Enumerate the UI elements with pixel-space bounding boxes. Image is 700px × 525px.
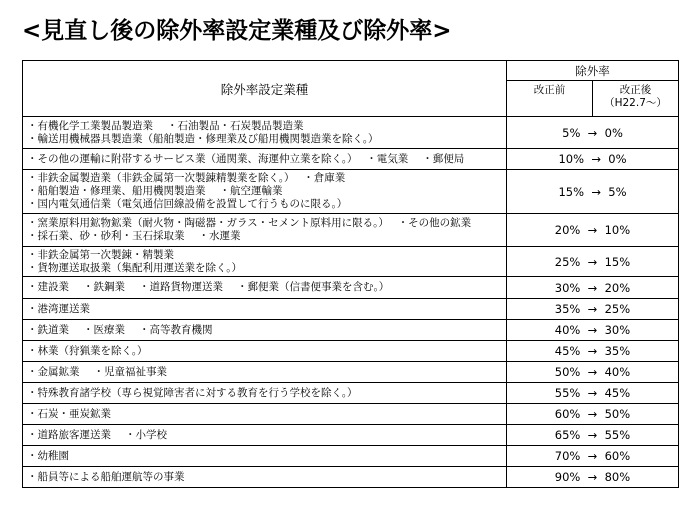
category-cell xyxy=(23,467,507,488)
industry-item: ・その他の運輸に附帯するサービス業（通関業、海運仲立業を除く。） xyxy=(27,152,353,165)
industry-item: ・道路貨物運送業 xyxy=(139,281,223,294)
industry-item: ・電気業 xyxy=(366,152,409,165)
rate-change-cell: 25% → 15% xyxy=(507,247,679,277)
industry-item: ・高等教育機関 xyxy=(139,323,213,336)
industry-item: ・貨物運送取扱業（集配利用運送業を除く。） xyxy=(27,261,243,274)
table-row xyxy=(23,277,679,299)
industry-item: ・鉄鋼業 xyxy=(83,281,125,294)
header-after xyxy=(593,81,679,117)
header-before: 改正前 xyxy=(507,81,593,117)
table-row xyxy=(23,149,679,170)
table-row xyxy=(23,117,679,149)
table-row xyxy=(23,383,679,404)
rate-change-cell: 5% → 0% xyxy=(507,117,679,149)
table-row xyxy=(23,320,679,341)
industry-item: ・道路旅客運送業 xyxy=(27,428,111,441)
table-row xyxy=(23,341,679,362)
category-line xyxy=(27,172,502,185)
category-cell xyxy=(23,149,507,170)
rate-change-cell: 45% → 35% xyxy=(507,341,679,362)
industry-item: ・児童福祉事業 xyxy=(93,365,167,378)
category-cell xyxy=(23,446,507,467)
category-line xyxy=(27,429,502,442)
industry-item: ・船舶製造・修理業、船用機関製造業 xyxy=(27,185,206,198)
table-row xyxy=(23,404,679,425)
industry-item: ・採石業、砂・砂利・玉石採取業 xyxy=(27,230,185,242)
header-category: 除外率設定業種 xyxy=(23,61,507,117)
industry-item: ・建設業 xyxy=(27,281,69,294)
table-row xyxy=(23,299,679,320)
category-cell xyxy=(23,299,507,320)
industry-item: ・窯業原料用鉱物鉱業（耐火物・陶磁器・ガラス・セメント原料用に限る。） xyxy=(27,217,384,230)
rate-change-cell: 10% → 0% xyxy=(507,149,679,170)
table-row xyxy=(23,446,679,467)
rate-change-cell: 70% → 60% xyxy=(507,446,679,467)
category-cell xyxy=(23,404,507,425)
rate-change-cell: 65% → 55% xyxy=(507,425,679,446)
industry-item: ・輸送用機械器具製造業（船舶製造・修理業及び船用機関製造業を除く。） xyxy=(27,132,379,145)
industry-item: ・航空運輸業 xyxy=(219,185,283,198)
rate-change-cell: 60% → 50% xyxy=(507,404,679,425)
category-cell xyxy=(23,341,507,362)
rate-change-cell: 20% → 10% xyxy=(507,214,679,247)
category-cell xyxy=(23,425,507,446)
category-line xyxy=(27,366,502,379)
rate-change-cell: 50% → 40% xyxy=(507,362,679,383)
category-line xyxy=(27,153,502,166)
industry-item: ・水運業 xyxy=(198,230,241,242)
rate-change-cell: 35% → 25% xyxy=(507,299,679,320)
industry-item: ・非鉄金属第一次製錬・精製業 xyxy=(27,248,174,261)
category-line xyxy=(27,345,502,358)
rate-change-cell: 55% → 45% xyxy=(507,383,679,404)
industry-item: ・郵便局 xyxy=(422,152,465,165)
industry-item: ・船員等による船舶運航等の事業 xyxy=(27,470,185,483)
table-row xyxy=(23,170,679,214)
industry-item: ・幼稚園 xyxy=(27,449,69,462)
header-after-label: 改正後 xyxy=(619,84,652,96)
table-row xyxy=(23,425,679,446)
category-line xyxy=(27,303,502,316)
table-row xyxy=(23,362,679,383)
category-line xyxy=(27,198,502,211)
industry-item: ・特殊教育諸学校（専ら視覚障害者に対する教育を行う学校を除く。） xyxy=(27,386,358,399)
category-line xyxy=(27,217,502,230)
industry-item: ・有機化学工業製品製造業 xyxy=(27,119,153,132)
category-cell xyxy=(23,383,507,404)
rate-change-cell: 40% → 30% xyxy=(507,320,679,341)
category-line xyxy=(27,120,502,133)
page-title: <見直し後の除外率設定業種及び除外率> xyxy=(22,18,452,44)
industry-item: ・石炭・亜炭鉱業 xyxy=(27,407,111,420)
category-line xyxy=(27,133,502,146)
category-cell xyxy=(23,320,507,341)
category-cell xyxy=(23,247,507,277)
category-line xyxy=(27,387,502,400)
industry-item: ・その他の鉱業 xyxy=(397,217,472,230)
category-line xyxy=(27,281,502,294)
exclusion-rate-table xyxy=(22,60,679,488)
category-line xyxy=(27,249,502,262)
category-line xyxy=(27,471,502,484)
table-row xyxy=(23,467,679,488)
header-rate-group: 除外率 xyxy=(507,61,679,81)
category-line xyxy=(27,450,502,463)
header-after-date: （H22.7～） xyxy=(604,97,667,109)
category-cell xyxy=(23,117,507,149)
industry-item: ・小学校 xyxy=(125,428,167,441)
industry-item: ・港湾運送業 xyxy=(27,302,90,315)
industry-item: ・石油製品・石炭製品製造業 xyxy=(167,119,304,132)
rate-change-cell: 15% → 5% xyxy=(507,170,679,214)
category-cell xyxy=(23,362,507,383)
category-line xyxy=(27,185,502,198)
industry-item: ・医療業 xyxy=(83,323,125,336)
industry-item: ・倉庫業 xyxy=(303,172,346,185)
industry-item: ・林業（狩猟業を除く。） xyxy=(27,344,148,357)
category-line xyxy=(27,262,502,275)
rate-change-cell: 30% → 20% xyxy=(507,277,679,299)
industry-item: ・非鉄金属製造業（非鉄金属第一次製錬精製業を除く。） xyxy=(27,172,290,185)
category-line xyxy=(27,230,502,243)
table-row xyxy=(23,247,679,277)
industry-item: ・鉄道業 xyxy=(27,323,69,336)
category-cell xyxy=(23,277,507,299)
industry-item: ・金属鉱業 xyxy=(27,365,80,378)
industry-item: ・国内電気通信業（電気通信回線設備を設置して行うものに限る。） xyxy=(27,197,348,210)
category-line xyxy=(27,408,502,421)
category-cell xyxy=(23,170,507,214)
industry-item: ・郵便業（信書便事業を含む。） xyxy=(237,281,390,294)
rate-change-cell: 90% → 80% xyxy=(507,467,679,488)
category-line xyxy=(27,324,502,337)
table-row xyxy=(23,214,679,247)
category-cell xyxy=(23,214,507,247)
